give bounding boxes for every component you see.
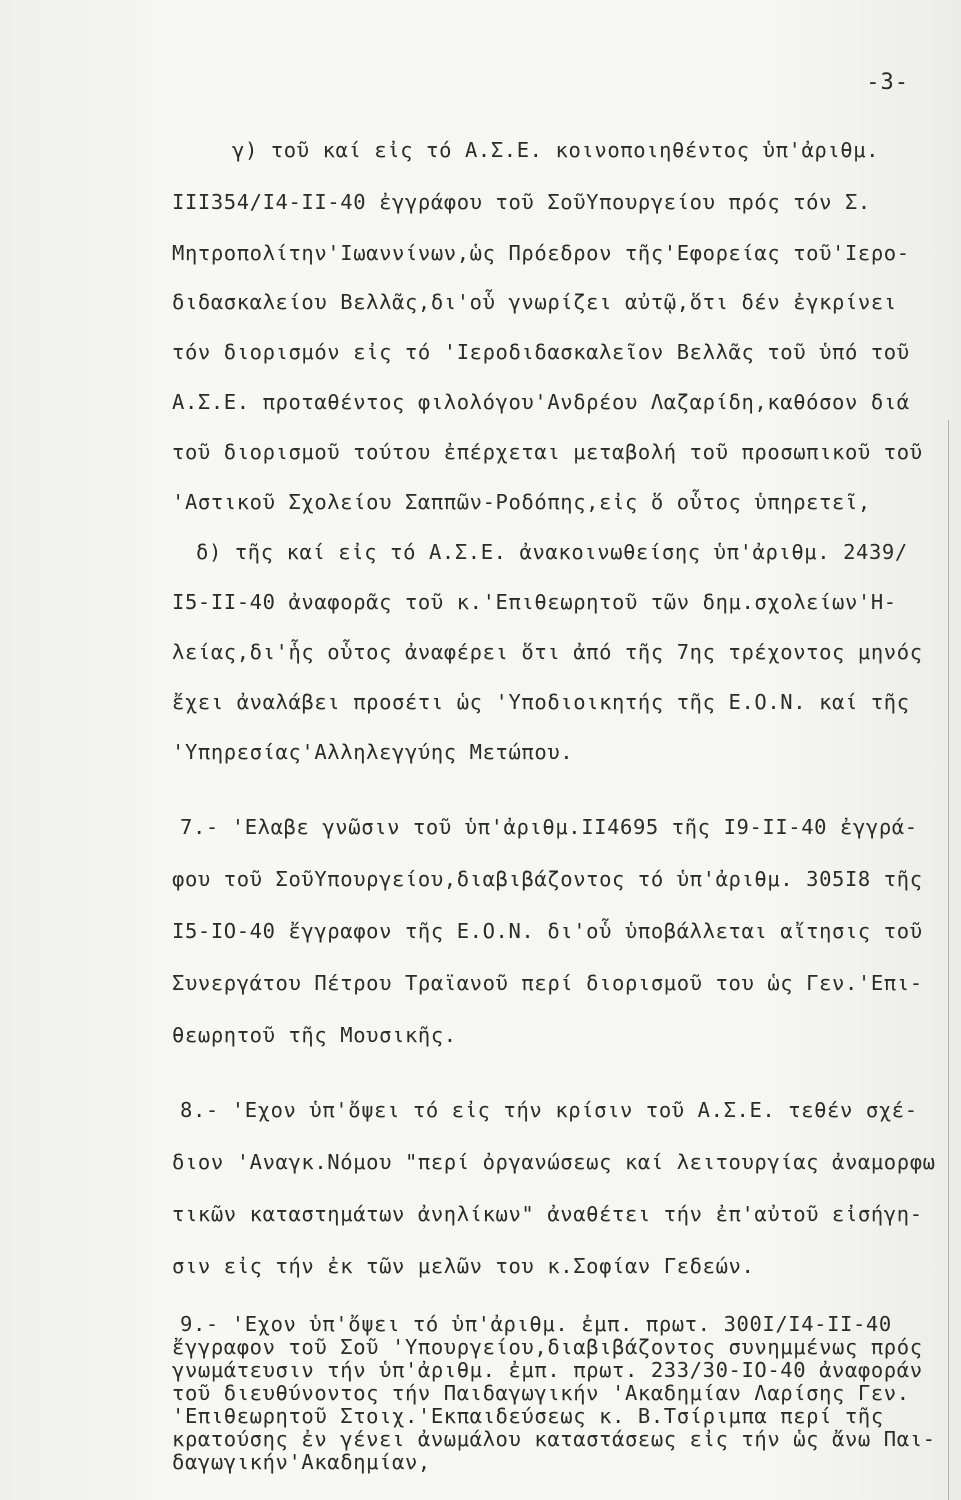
text-line: Μητροπολίτην'Ιωαννίνων,ὡς Πρόεδρον τῆς'Εφορείας τοῦ'Ιερο- <box>172 241 910 265</box>
text-line: γνωμάτευσιν τήν ὑπ'ἀριθμ. ἐμπ. πρωτ. 233/30-IO-40 ἀναφοράν <box>172 1358 923 1382</box>
text-line: γ) τοῦ καί εἰς τό Α.Σ.Ε. κοινοποιηθέντος ὑπ'ἀριθμ. <box>232 138 880 162</box>
text-line: ἔγγραφον τοῦ Σοῦ 'Υπουργείου,διαβιβάζοντος συνημμένως πρός <box>172 1335 923 1359</box>
text-line: 7.- 'Ελαβε γνῶσιν τοῦ ὑπ'ἀριθμ.II4695 τῆς I9-II-40 ἐγγρά- <box>180 815 918 839</box>
text-line: θεωρητοῦ τῆς Μουσικῆς. <box>172 1023 457 1047</box>
text-line: τόν διορισμόν εἰς τό 'Ιεροδιδασκαλεῖον Βελλᾶς τοῦ ὑπό τοῦ <box>172 340 910 364</box>
text-line: 9.- 'Εχον ὑπ'ὄψει τό ὑπ'ἀριθμ. ἐμπ. πρωτ. 300I/I4-II-40 <box>180 1312 892 1336</box>
text-line: 8.- 'Εχον ὑπ'ὄψει τό εἰς τήν κρίσιν τοῦ Α.Σ.Ε. τεθέν σχέ- <box>180 1098 918 1122</box>
text-line: ἔχει ἀναλάβει προσέτι ὡς 'Υποδιοικητής τῆς Ε.Ο.Ν. καί τῆς <box>172 690 910 714</box>
text-line: Α.Σ.Ε. προταθέντος φιλολόγου'Ανδρέου Λαζαρίδη,καθόσον διά <box>172 390 910 414</box>
text-line: δαγωγικήν'Ακαδημίαν, <box>172 1450 431 1474</box>
text-line: διδασκαλείου Βελλᾶς,δι'οὗ γνωρίζει αὐτῷ,ὅτι δέν ἐγκρίνει <box>172 290 897 314</box>
text-line: τοῦ διορισμοῦ τούτου ἐπέρχεται μεταβολή τοῦ προσωπικοῦ τοῦ <box>172 440 923 464</box>
text-line: τικῶν καταστημάτων ἀνηλίκων" ἀναθέτει τήν ἐπ'αὐτοῦ εἰσήγη- <box>172 1202 923 1226</box>
text-line: διον 'Αναγκ.Νόμου "περί ὀργανώσεως καί λειτουργίας ἀναμορφω <box>172 1150 936 1174</box>
text-line: σιν εἰς τήν ἐκ τῶν μελῶν του κ.Σοφίαν Γεδεών. <box>172 1254 755 1278</box>
text-line: 'Αστικοῦ Σχολείου Σαππῶν-Ροδόπης,εἰς ὅ οὗτος ὑπηρετεῖ, <box>172 490 871 514</box>
page-number: -3- <box>866 70 909 95</box>
text-line: λείας,δι'ἧς οὗτος ἀναφέρει ὅτι ἀπό τῆς 7ης τρέχοντος μηνός <box>172 640 923 664</box>
text-line: Συνεργάτου Πέτρου Τραϊανοῦ περί διορισμοῦ του ὡς Γεν.'Επι- <box>172 971 923 995</box>
text-line: 'Επιθεωρητοῦ Στοιχ.'Εκπαιδεύσεως κ. Β.Τσίριμπα περί τῆς <box>172 1404 884 1428</box>
text-line: III354/I4-II-40 ἐγγράφου τοῦ ΣοῦΥπουργείου πρός τόν Σ. <box>172 190 871 214</box>
text-line: δ) τῆς καί εἰς τό Α.Σ.Ε. ἀνακοινωθείσης ὑπ'ἀριθμ. 2439/ <box>196 540 908 564</box>
margin-rule <box>948 420 949 1500</box>
text-line: τοῦ διευθύνοντος τήν Παιδαγωγικήν 'Ακαδημίαν Λαρίσης Γεν. <box>172 1381 910 1405</box>
text-line: I5-IO-40 ἔγγραφον τῆς Ε.Ο.Ν. δι'οὗ ὑποβάλλεται αἴτησις τοῦ <box>172 919 923 943</box>
text-line: 'Υπηρεσίας'Αλληλεγγύης Μετώπου. <box>172 740 574 764</box>
text-line: φου τοῦ ΣοῦΥπουργείου,διαβιβάζοντος τό ὑπ'ἀριθμ. 305I8 τῆς <box>172 867 923 891</box>
text-line: κρατούσης ἐν γένει ἀνωμάλου καταστάσεως εἰς τήν ὡς ἄνω Παι- <box>172 1427 936 1451</box>
text-line: I5-II-40 ἀναφορᾶς τοῦ κ.'Επιθεωρητοῦ τῶν δημ.σχολείων'Η- <box>172 590 897 614</box>
